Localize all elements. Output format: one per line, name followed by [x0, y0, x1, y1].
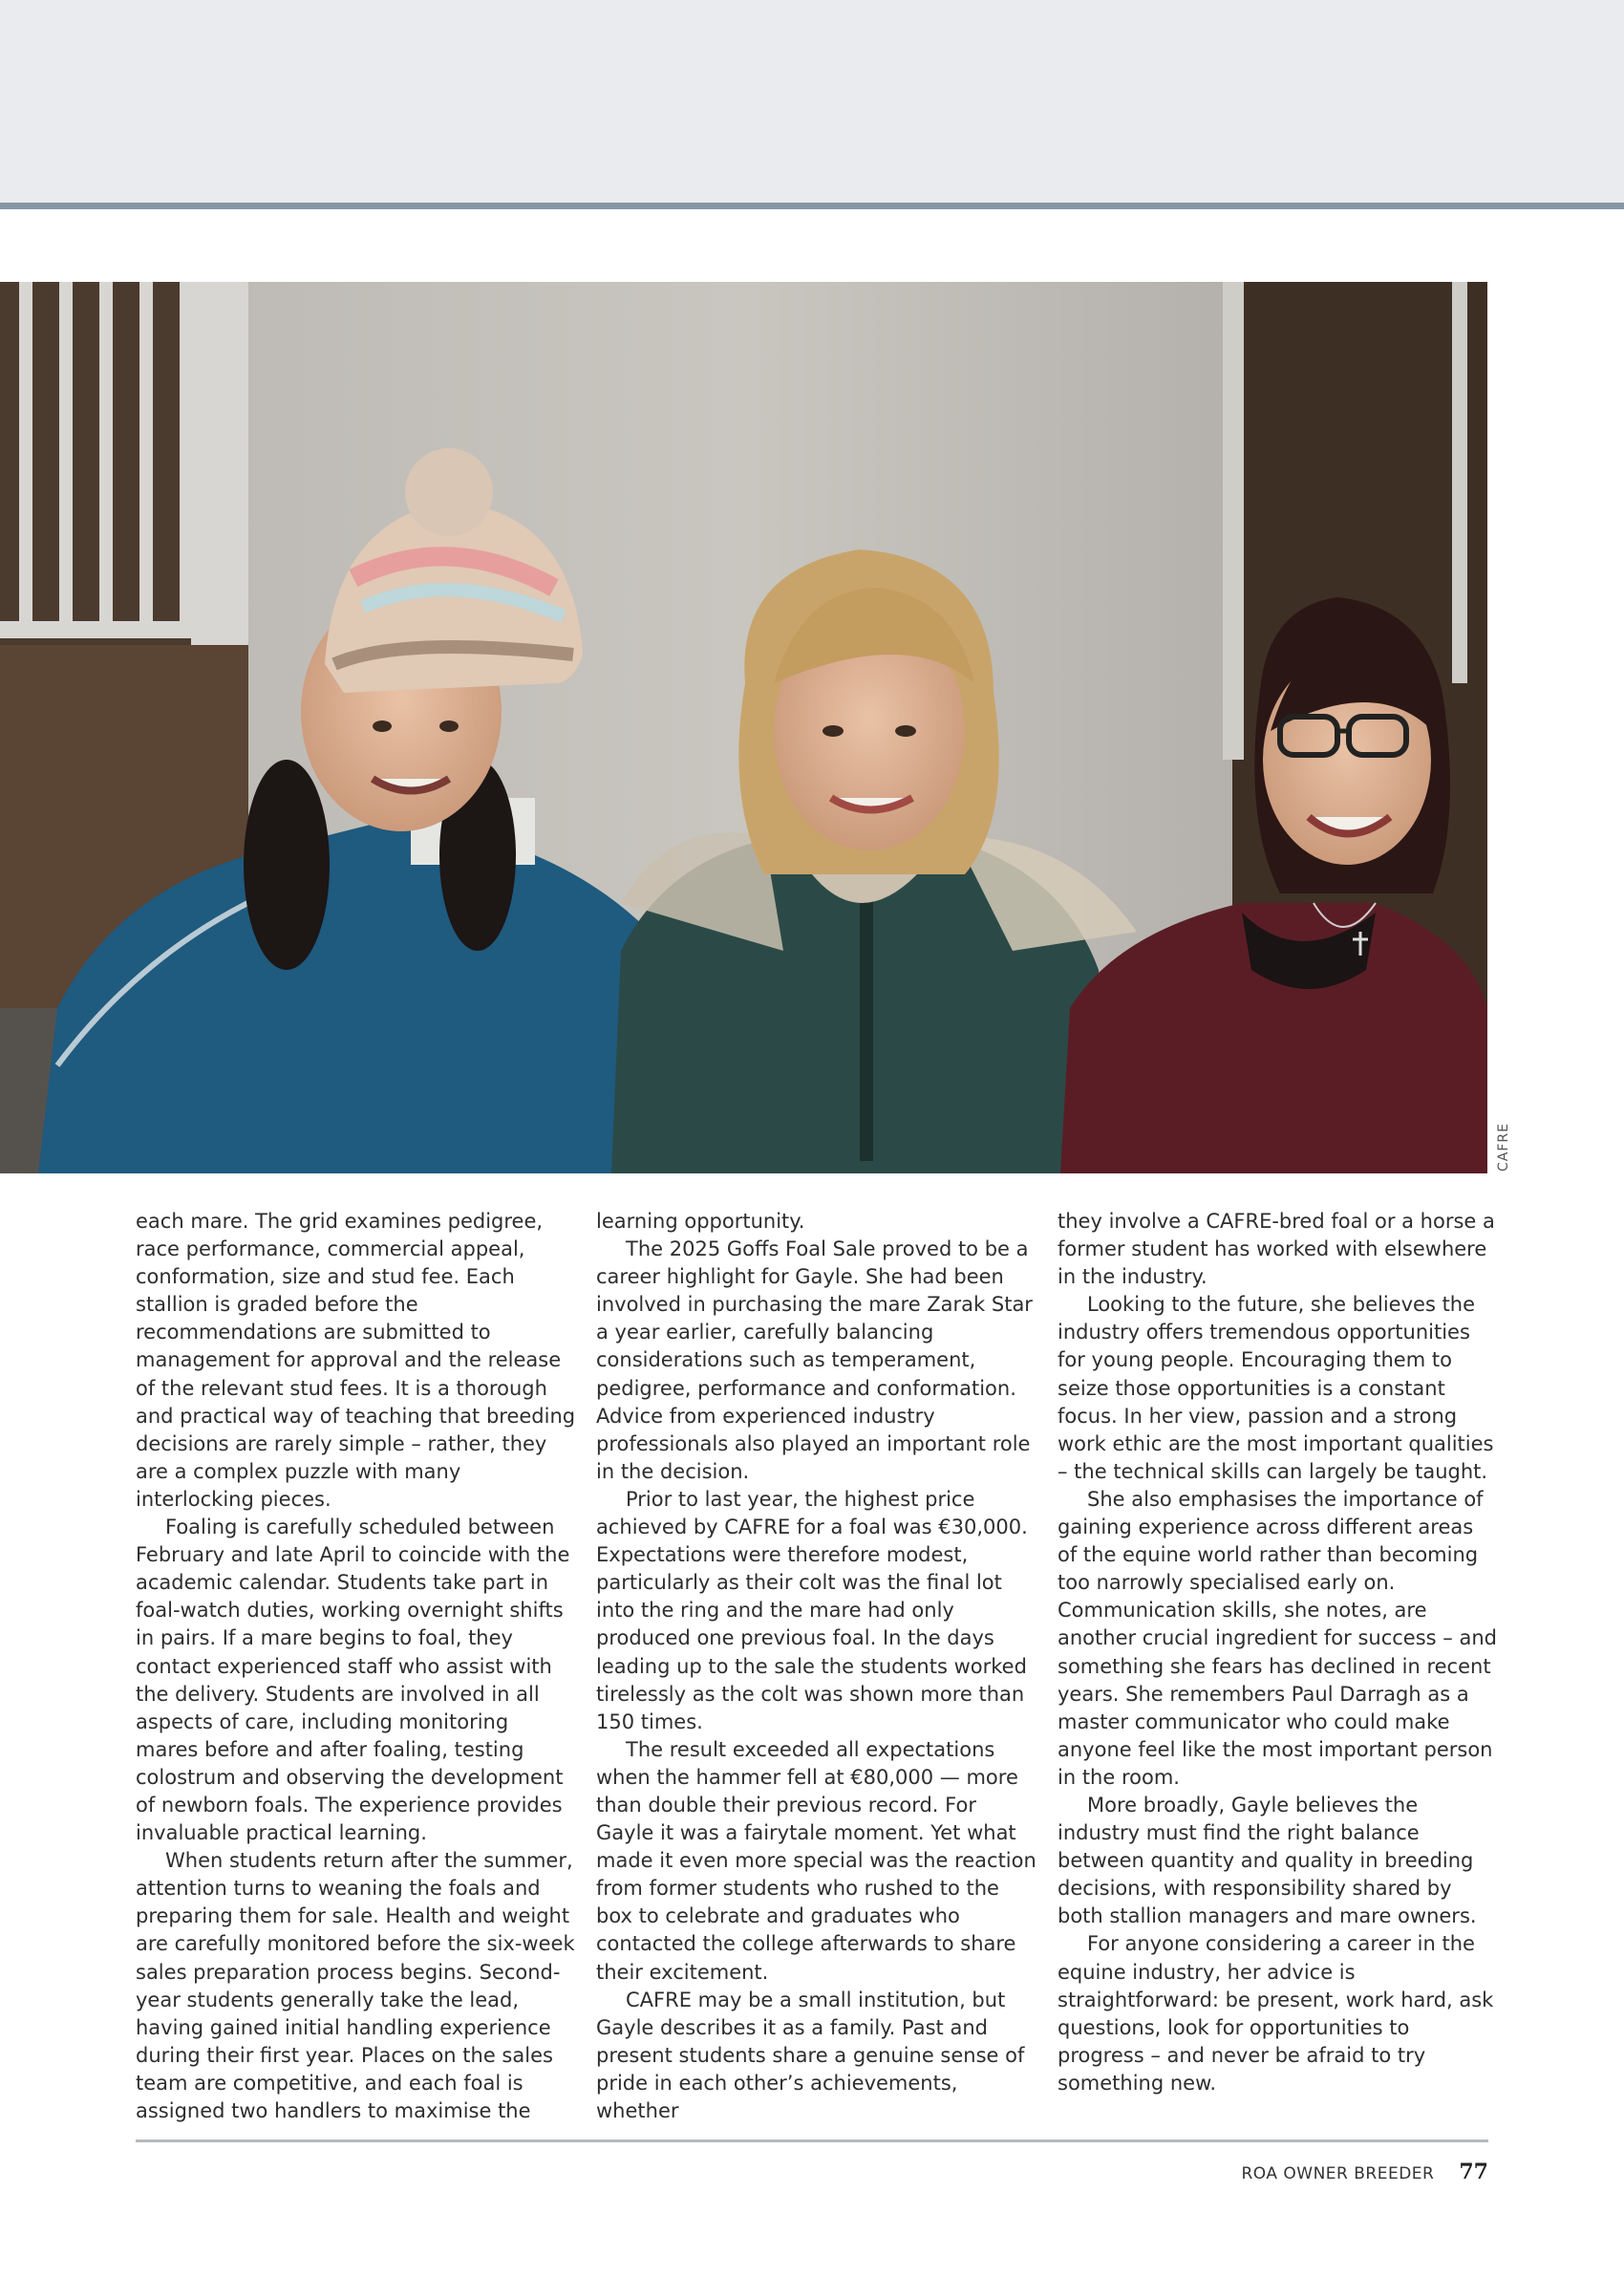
- paragraph: More broadly, Gayle believes the industry must find the right balance between quantity and quality in breeding decisions, with responsibility shared by both stallion managers and mare owners.: [1058, 1793, 1477, 1928]
- paragraph: Looking to the future, she believes the industry offers tremendous opportunities for young people. Encouraging them to seize those opportunities is a constant focus. In her view, passion and a strong work ethic are the most important qualities – the technical skills can largely be taught.: [1058, 1293, 1494, 1483]
- header-band: [0, 0, 1624, 203]
- paragraph: learning opportunity.: [596, 1210, 805, 1233]
- photo-credit: CAFRE: [1496, 1123, 1511, 1172]
- paragraph: Foaling is carefully scheduled between February and late April to coincide with the academic calendar. Students take part in foal-watch duties, working overnight shifts in pairs. If a mare begins to foal, they contact experienced staff who assist with the delivery. Students are involved in all aspects of care, including monitoring mares before and after foaling, testing colostrum and observing the development of newborn foals. The experience provides invaluable practical learning.: [136, 1516, 570, 1845]
- paragraph: The 2025 Goffs Foal Sale proved to be a career highlight for Gayle. She had been involved in purchasing the mare Zarak Star a year earlier, carefully balancing considerations such as temperament, pedigree, performance and conformation. Advice from experienced industry professionals also played an important role in the decision.: [596, 1237, 1033, 1483]
- paragraph: She also emphasises the importance of gaining experience across different areas of the equine world rather than becoming too narrowly specialised early on. Communication skills, she notes, are another crucial ingredient for success – and something she fears has declined in recent years. She remembers Paul Darragh as a master communicator who could make anyone feel like the most important person in the room.: [1058, 1487, 1497, 1789]
- paragraph: they involve a CAFRE-bred foal or a horse a former student has worked with elsewhere in the industry.: [1058, 1210, 1495, 1289]
- header-rule: [0, 203, 1624, 209]
- paragraph: Prior to last year, the highest price achieved by CAFRE for a foal was €30,000. Expectations were therefore modest, particularly as their colt was the final lot into the ring and the mare had only produced one previous foal. In the days leading up to the sale the students worked tirelessly as the colt was shown more than 150 times.: [596, 1487, 1028, 1733]
- paragraph: When students return after the summer, attention turns to weaning the foals and preparing them for sale. Health and weight are carefully monitored before the six-week sales preparation process begins. Second-year students generally take the lead, having gained initial handling experience during their first year. Places on the sales team are competitive, and each foal is assigned two handlers to maximise the: [136, 1849, 575, 2122]
- paragraph: For anyone considering a career in the equine industry, her advice is straightforward: be present, work hard, ask questions, look for opportunities to progress – and never be afraid to try something new.: [1058, 1932, 1494, 2095]
- paragraph: CAFRE may be a small institution, but Gayle describes it as a family. Past and present students share a genuine sense of pride in each other’s achievements, whether: [596, 1988, 1025, 2122]
- text-column-2: [596, 1208, 1037, 2125]
- page-number: 77: [1459, 2160, 1488, 2184]
- footer-rule: [136, 2139, 1488, 2142]
- paragraph: The result exceeded all expectations when the hammer fell at €80,000 — more than double their previous record. For Gayle it was a fairytale moment. Yet what made it even more special was the reaction from former students who rushed to the box to celebrate and graduates who contacted the college afterwards to share their excitement.: [596, 1737, 1036, 1984]
- paragraph: each mare. The grid examines pedigree, race performance, commercial appeal, conformation, size and stud fee. Each stallion is graded before the recommendations are submitted to management for approval and the release of the relevant stud fees. It is a thorough and practical way of teaching that breeding decisions are rarely simple – rather, they are a complex puzzle with many interlocking pieces.: [136, 1210, 576, 1511]
- text-column-1: [136, 1208, 577, 2125]
- photo-three-women-in-stable: [0, 282, 1487, 1173]
- page-footer: [1241, 2160, 1488, 2184]
- text-column-3: [1058, 1208, 1499, 2097]
- publication-name: ROA OWNER BREEDER: [1241, 2164, 1435, 2183]
